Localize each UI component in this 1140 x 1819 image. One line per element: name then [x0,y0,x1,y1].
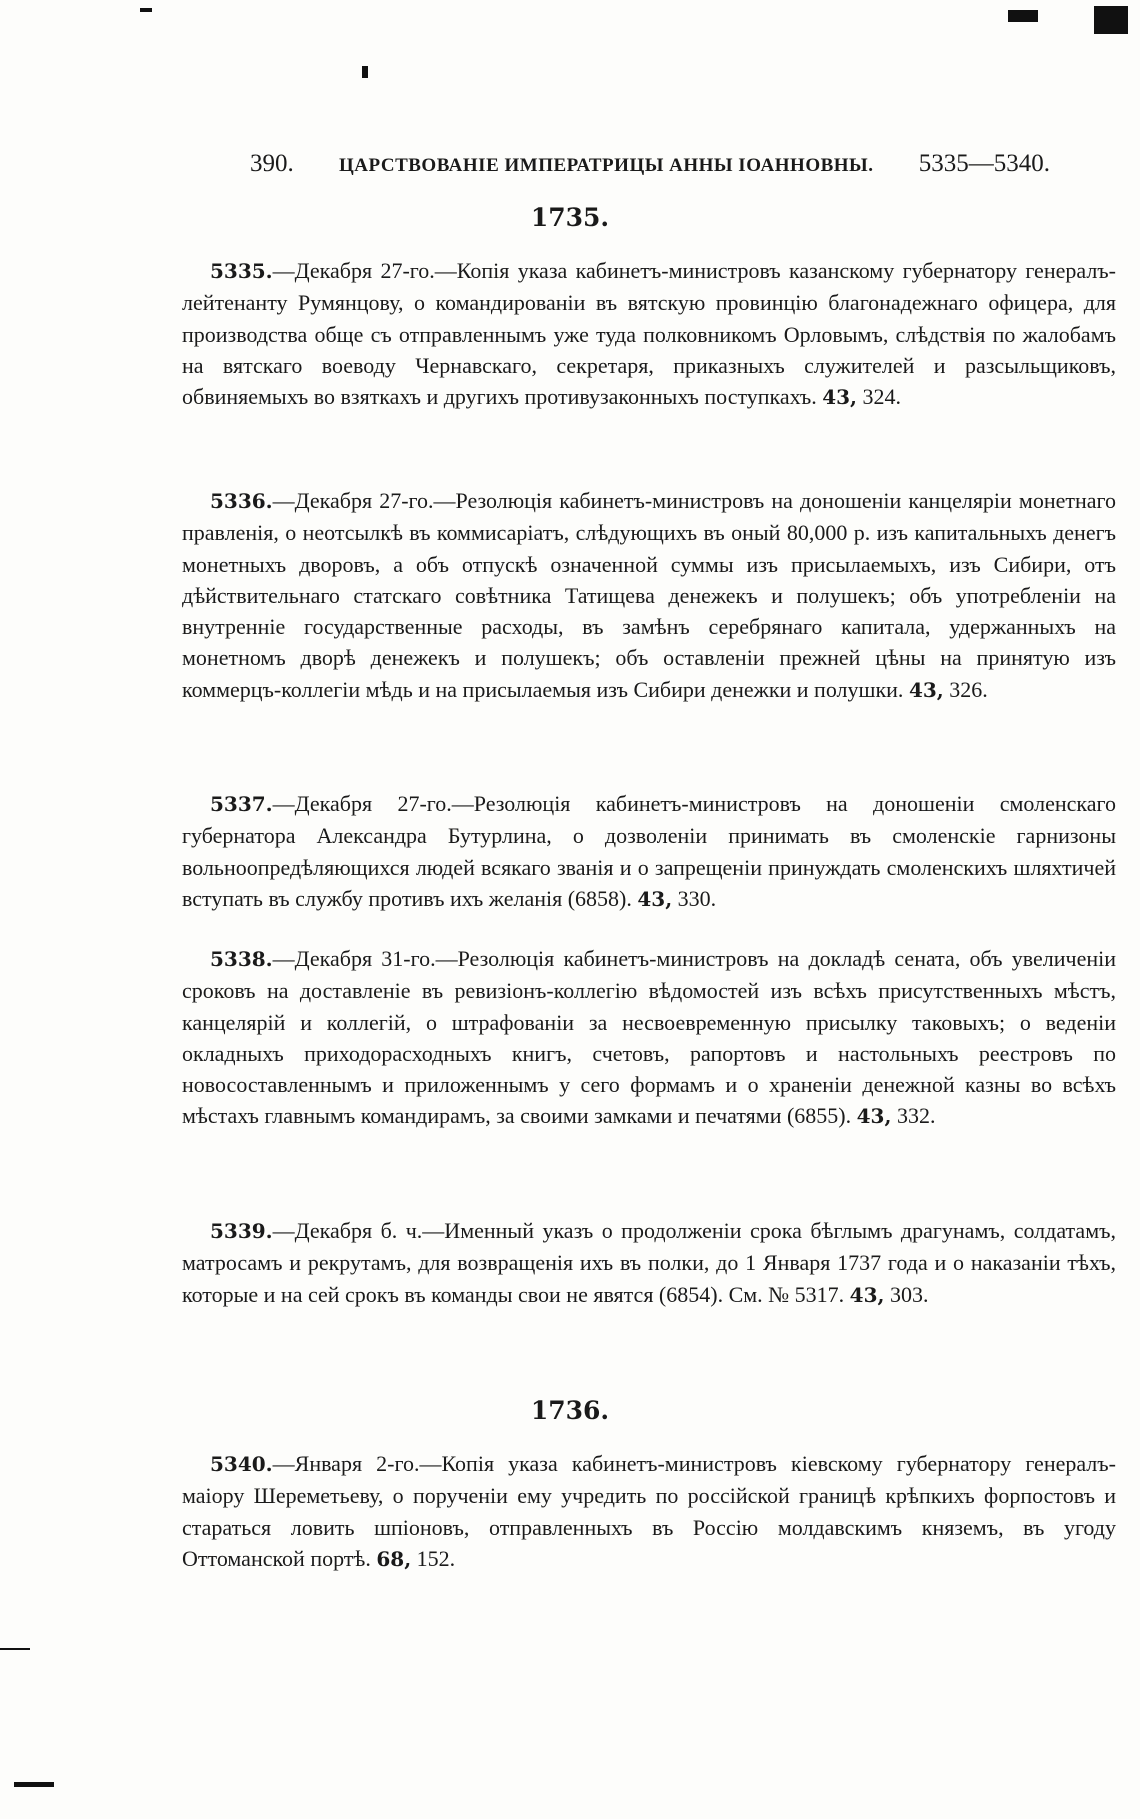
entry-5339 [182,1215,1116,1311]
entry-volume-ref: 68, [376,1546,412,1571]
entry-5337 [182,788,1116,915]
running-header [250,150,1050,178]
entry-5338 [182,943,1116,1133]
page-number: 390. [250,150,294,177]
scan-mark [0,1648,30,1650]
entry-5336 [182,485,1116,706]
entry-number: 5339. [210,1219,273,1243]
entry-volume-ref: 43, [908,677,944,702]
entry-page-ref: 332. [896,1103,936,1129]
entry-text: —Декабря 27-го.—Копія указа кабинетъ-министровъ казанскому губернатору генералъ-лейтенанту Румянцову, о командированіи въ вятскую провинцію благонадежнаго офицера, для производства обще съ отправленнымъ уже туда полковникомъ Орловымъ, слѣдствія по жалобамъ на вятскаго воеводу Чернавскаго, секретаря, приказныхъ служителей и разсыльщиковъ, обвиняемыхъ во взяткахъ и другихъ противузаконныхъ поступкахъ. [182,258,1116,410]
entry-text: —Декабря б. ч.—Именный указъ о продолженіи срока бѣглымъ драгунамъ, солдатамъ, матросамъ и рекрутамъ, для возвращенія ихъ въ полки, до 1 Января 1737 года и о наказаніи тѣхъ, которые и на сей срокъ въ команды свои не явятся (6854). См. № 5317. [182,1218,1116,1307]
entry-page-ref: 324. [862,384,902,410]
entry-volume-ref: 43, [822,385,858,410]
entry-number: 5337. [210,792,273,816]
entry-text: —Декабря 27-го.—Резолюція кабинетъ-министровъ на доношеніи канцеляріи монетнаго правленія, о неотсылкѣ въ коммисаріатъ, слѣдующихъ въ оный 80,000 р. изъ капитальныхъ денегъ монетныхъ дворовъ, а объ отпускѣ означенной суммы изъ присылаемыхъ, изъ Сибири, отъ дѣйствительнаго статскаго совѣтника Татищева денежекъ и полушекъ; объ употребленіи на внутренніе государственные расходы, въ замѣнъ серебрянаго капитала, удержанныхъ на монетномъ дворѣ денежекъ и полушекъ; объ оставленіи прежней цѣны на принятую изъ коммерцъ-коллегіи мѣдь и на присылаемыя изъ Сибири денежки и полушки. [182,488,1116,702]
entry-page-ref: 330. [677,885,717,911]
entry-5335 [182,255,1116,413]
entry-volume-ref: 43, [849,1282,885,1307]
year-heading: 1735. [530,203,610,232]
entry-5340 [182,1448,1116,1575]
entry-number: 5340. [210,1452,273,1476]
scan-mark [140,8,152,12]
entry-text: —Декабря 31-го.—Резолюція кабинетъ-министровъ на докладѣ сената, объ увеличеніи сроковъ на доставленіе въ ревизіонъ-коллегію вѣдомостей изъ всѣхъ присутственныхъ мѣстъ, канцелярій и коллегій, о штрафованіи за несвоевременную присылку таковыхъ; о веденіи окладныхъ приходорасходныхъ книгъ, счетовъ, рапортовъ и настольныхъ реестровъ по новосоставленнымъ и приложеннымъ у сего формамъ и о храненіи денежной казны во всѣхъ мѣстахъ главнымъ командирамъ, за своими замками и печатями (6855). [182,946,1116,1129]
entry-volume-ref: 43, [856,1104,892,1129]
entry-volume-ref: 43, [637,886,673,911]
entry-number: 5336. [210,489,273,513]
entry-range: 5335—5340. [918,150,1050,177]
scan-mark [362,66,368,78]
entry-text: —Января 2-го.—Копія указа кабинетъ-министровъ кіевскому губернатору генералъ-маіору Шереметьеву, о порученіи ему учредить по россійской границѣ крѣпкихъ форпостовъ и стараться ловить шпіоновъ, отправленныхъ въ Россію молдавскимъ княземъ, въ угоду Оттоманской портѣ. [182,1451,1116,1571]
entry-number: 5335. [210,259,273,283]
entry-number: 5338. [210,947,273,971]
entry-page-ref: 152. [416,1545,456,1571]
scan-mark [14,1782,54,1787]
running-title: ЦАРСТВОВАНІЕ ИМПЕРАТРИЦЫ АННЫ ІОАННОВНЫ. [339,155,874,176]
entry-page-ref: 326. [949,676,988,702]
year-heading: 1736. [530,1396,610,1425]
entry-page-ref: 303. [889,1281,929,1307]
entry-text: —Декабря 27-го.—Резолюція кабинетъ-министровъ на доношеніи смоленскаго губернатора Александра Бутурлина, о дозволеніи принимать въ смоленскіе гарнизоны вольноопредѣляющихся людей всякаго званія и о запрещеніи принуждать смоленскихъ шляхтичей вступать въ службу противъ ихъ желанія (6858). [182,791,1116,911]
scan-mark [1008,10,1038,22]
scan-mark [1094,6,1128,34]
